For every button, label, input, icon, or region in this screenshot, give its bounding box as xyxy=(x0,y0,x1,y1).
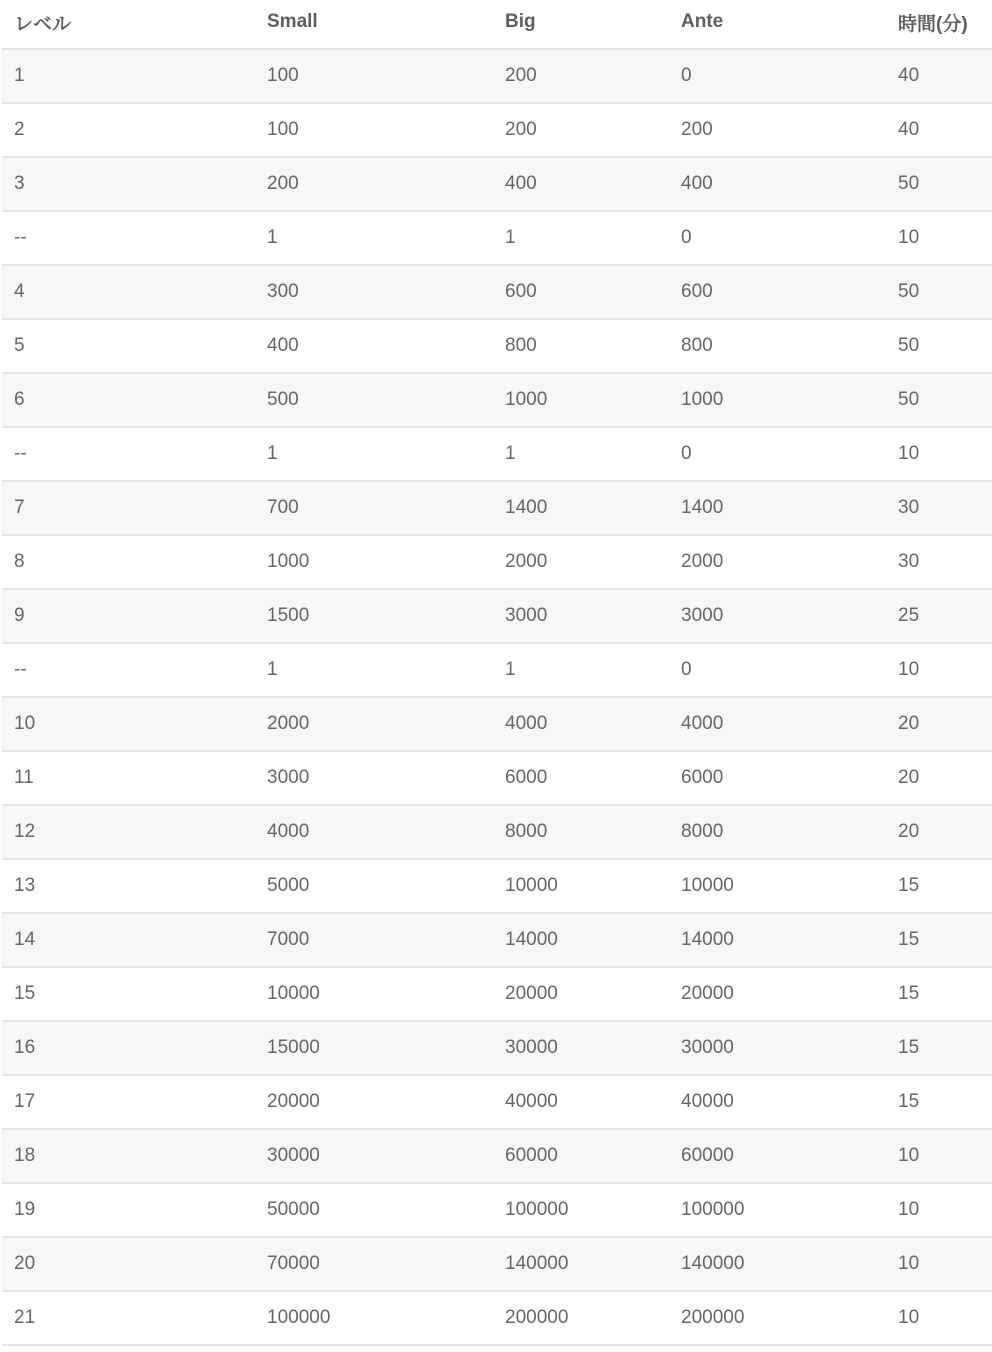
cell-ante: 1000 xyxy=(681,389,724,410)
cell-level: 2 xyxy=(14,119,25,140)
table-row xyxy=(2,50,992,104)
cell-small: 7000 xyxy=(267,929,310,950)
cell-level: 20 xyxy=(14,1253,36,1274)
cell-time: 15 xyxy=(898,1037,920,1058)
cell-small: 400 xyxy=(267,335,299,356)
cell-small: 20000 xyxy=(267,1091,320,1112)
cell-level: 13 xyxy=(14,875,36,896)
blind-structure-table xyxy=(2,0,992,1346)
cell-ante: 2000 xyxy=(681,551,724,572)
cell-level: 9 xyxy=(14,605,25,626)
header-level: レベル xyxy=(14,13,72,35)
table-row xyxy=(2,1184,992,1238)
cell-big: 1 xyxy=(505,443,516,464)
cell-time: 20 xyxy=(898,713,920,734)
cell-ante: 200 xyxy=(681,119,713,140)
cell-ante: 400 xyxy=(681,173,713,194)
cell-ante: 20000 xyxy=(681,983,734,1004)
cell-ante: 40000 xyxy=(681,1091,734,1112)
cell-big: 200 xyxy=(505,119,537,140)
table-row xyxy=(2,914,992,968)
cell-ante: 6000 xyxy=(681,767,724,788)
table-row xyxy=(2,752,992,806)
cell-ante: 4000 xyxy=(681,713,724,734)
cell-ante: 10000 xyxy=(681,875,734,896)
table-row xyxy=(2,1076,992,1130)
cell-level: 16 xyxy=(14,1037,36,1058)
cell-big: 600 xyxy=(505,281,537,302)
cell-big: 20000 xyxy=(505,983,558,1004)
cell-ante: 0 xyxy=(681,65,692,86)
cell-big: 200000 xyxy=(505,1307,569,1328)
cell-small: 700 xyxy=(267,497,299,518)
table-row xyxy=(2,428,992,482)
cell-small: 500 xyxy=(267,389,299,410)
cell-level: 18 xyxy=(14,1145,36,1166)
table-row xyxy=(2,104,992,158)
cell-ante: 0 xyxy=(681,659,692,680)
cell-small: 1 xyxy=(267,227,278,248)
cell-small: 4000 xyxy=(267,821,310,842)
cell-small: 10000 xyxy=(267,983,320,1004)
cell-small: 200 xyxy=(267,173,299,194)
cell-level: 5 xyxy=(14,335,25,356)
cell-time: 30 xyxy=(898,551,920,572)
header-small: Small xyxy=(267,11,318,32)
cell-small: 5000 xyxy=(267,875,310,896)
cell-big: 8000 xyxy=(505,821,548,842)
cell-big: 1000 xyxy=(505,389,548,410)
cell-time: 10 xyxy=(898,1145,920,1166)
table-row xyxy=(2,860,992,914)
cell-big: 10000 xyxy=(505,875,558,896)
cell-big: 1 xyxy=(505,227,516,248)
cell-small: 100 xyxy=(267,119,299,140)
table-row xyxy=(2,1130,992,1184)
cell-ante: 30000 xyxy=(681,1037,734,1058)
cell-ante: 14000 xyxy=(681,929,734,950)
cell-time: 40 xyxy=(898,65,920,86)
cell-level: -- xyxy=(14,227,27,248)
cell-big: 6000 xyxy=(505,767,548,788)
cell-ante: 100000 xyxy=(681,1199,745,1220)
cell-big: 400 xyxy=(505,173,537,194)
cell-ante: 8000 xyxy=(681,821,724,842)
cell-level: 4 xyxy=(14,281,25,302)
table-row xyxy=(2,968,992,1022)
cell-ante: 3000 xyxy=(681,605,724,626)
cell-ante: 800 xyxy=(681,335,713,356)
cell-big: 40000 xyxy=(505,1091,558,1112)
cell-big: 3000 xyxy=(505,605,548,626)
cell-time: 20 xyxy=(898,767,920,788)
table-row xyxy=(2,806,992,860)
cell-ante: 60000 xyxy=(681,1145,734,1166)
cell-time: 15 xyxy=(898,1091,920,1112)
cell-ante: 0 xyxy=(681,443,692,464)
cell-big: 140000 xyxy=(505,1253,569,1274)
cell-big: 14000 xyxy=(505,929,558,950)
cell-time: 15 xyxy=(898,983,920,1004)
cell-ante: 1400 xyxy=(681,497,724,518)
table-row xyxy=(2,1022,992,1076)
cell-time: 15 xyxy=(898,875,920,896)
cell-small: 3000 xyxy=(267,767,310,788)
cell-level: 17 xyxy=(14,1091,36,1112)
cell-time: 10 xyxy=(898,1307,920,1328)
table-row xyxy=(2,266,992,320)
cell-small: 70000 xyxy=(267,1253,320,1274)
cell-time: 10 xyxy=(898,1199,920,1220)
table-row xyxy=(2,644,992,698)
header-ante: Ante xyxy=(681,11,724,32)
table-row xyxy=(2,482,992,536)
cell-level: 8 xyxy=(14,551,25,572)
cell-time: 50 xyxy=(898,173,920,194)
cell-small: 100 xyxy=(267,65,299,86)
cell-big: 2000 xyxy=(505,551,548,572)
header-time-minutes: 時間(分) xyxy=(898,13,968,35)
cell-ante: 200000 xyxy=(681,1307,745,1328)
cell-level: 7 xyxy=(14,497,25,518)
cell-big: 200 xyxy=(505,65,537,86)
cell-time: 50 xyxy=(898,335,920,356)
cell-big: 4000 xyxy=(505,713,548,734)
table-row xyxy=(2,536,992,590)
cell-small: 2000 xyxy=(267,713,310,734)
cell-time: 10 xyxy=(898,227,920,248)
cell-time: 50 xyxy=(898,389,920,410)
cell-big: 100000 xyxy=(505,1199,569,1220)
cell-time: 10 xyxy=(898,659,920,680)
cell-level: 6 xyxy=(14,389,25,410)
cell-level: 19 xyxy=(14,1199,36,1220)
table-header-row xyxy=(2,0,992,50)
cell-big: 1 xyxy=(505,659,516,680)
cell-level: 15 xyxy=(14,983,36,1004)
cell-small: 1500 xyxy=(267,605,310,626)
cell-level: 12 xyxy=(14,821,36,842)
cell-big: 1400 xyxy=(505,497,548,518)
cell-time: 20 xyxy=(898,821,920,842)
cell-level: 21 xyxy=(14,1307,36,1328)
cell-level: -- xyxy=(14,659,27,680)
cell-small: 1000 xyxy=(267,551,310,572)
table-row xyxy=(2,320,992,374)
cell-level: 10 xyxy=(14,713,36,734)
cell-small: 300 xyxy=(267,281,299,302)
cell-small: 1 xyxy=(267,443,278,464)
cell-ante: 600 xyxy=(681,281,713,302)
table-row xyxy=(2,698,992,752)
cell-ante: 0 xyxy=(681,227,692,248)
table-row xyxy=(2,590,992,644)
cell-time: 10 xyxy=(898,1253,920,1274)
cell-level: 11 xyxy=(14,767,34,788)
cell-small: 1 xyxy=(267,659,278,680)
cell-small: 15000 xyxy=(267,1037,320,1058)
cell-level: 1 xyxy=(14,65,25,86)
cell-time: 15 xyxy=(898,929,920,950)
cell-big: 800 xyxy=(505,335,537,356)
cell-small: 50000 xyxy=(267,1199,320,1220)
table-row xyxy=(2,158,992,212)
table-row xyxy=(2,374,992,428)
table-row xyxy=(2,1292,992,1346)
cell-level: 3 xyxy=(14,173,25,194)
cell-big: 60000 xyxy=(505,1145,558,1166)
header-big: Big xyxy=(505,11,536,32)
cell-small: 30000 xyxy=(267,1145,320,1166)
cell-time: 10 xyxy=(898,443,920,464)
table-row xyxy=(2,212,992,266)
cell-level: 14 xyxy=(14,929,36,950)
cell-time: 40 xyxy=(898,119,920,140)
cell-ante: 140000 xyxy=(681,1253,745,1274)
cell-small: 100000 xyxy=(267,1307,331,1328)
table-row xyxy=(2,1238,992,1292)
cell-time: 30 xyxy=(898,497,920,518)
cell-level: -- xyxy=(14,443,27,464)
cell-big: 30000 xyxy=(505,1037,558,1058)
cell-time: 50 xyxy=(898,281,920,302)
table-body xyxy=(2,50,992,1346)
cell-time: 25 xyxy=(898,605,920,626)
